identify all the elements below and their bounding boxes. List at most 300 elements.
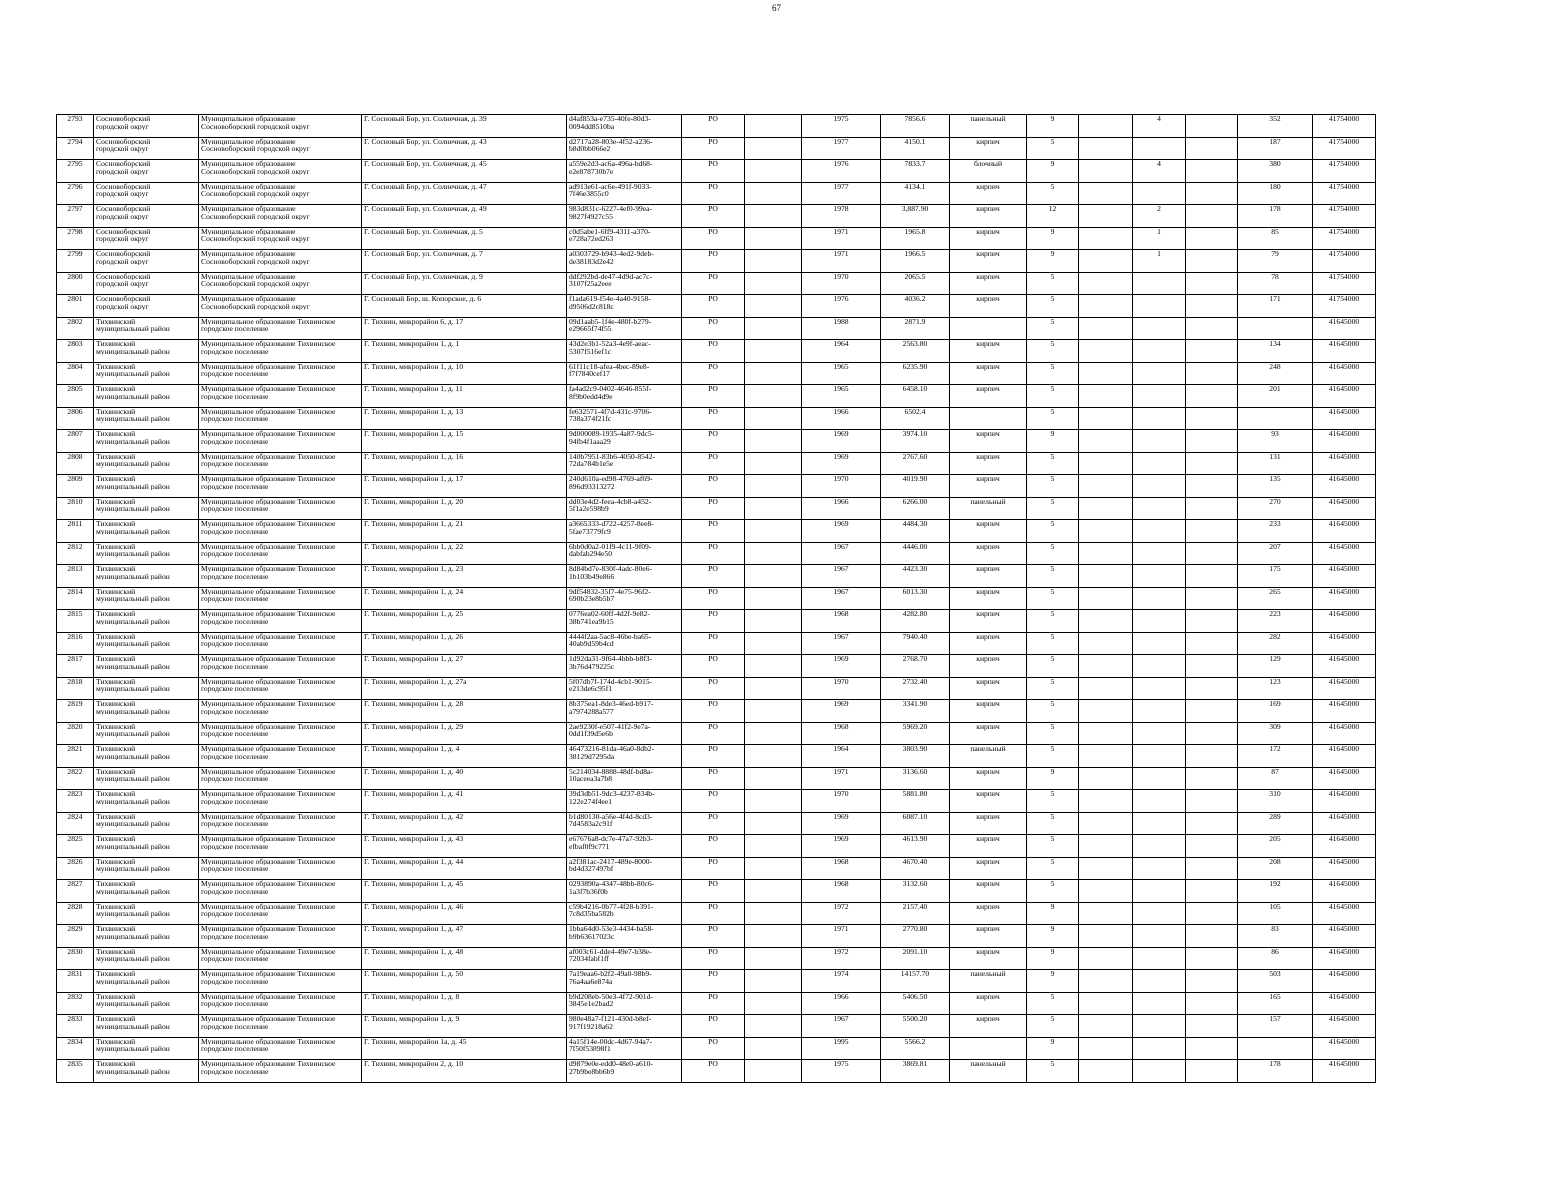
cell-management-type: РО bbox=[682, 250, 745, 273]
cell-district-name bbox=[94, 812, 199, 835]
cell-address: Г. Тихвин, микрорайон 1, д. 41 bbox=[362, 790, 567, 813]
cell-line: Муниципальное образование Тихвинское bbox=[201, 407, 336, 415]
cell-empty-col-b bbox=[1079, 745, 1133, 768]
cell-oktmo-code: 41645000 bbox=[1313, 925, 1376, 948]
cell-address: Г. Тихвин, микрорайон 1, д. 16 bbox=[362, 452, 567, 475]
cell-line: муниципальный район bbox=[96, 932, 170, 940]
cell-line: 140b7951-83b6-4050-8542- bbox=[569, 452, 656, 460]
cell-empty-col-b bbox=[1079, 767, 1133, 790]
cell-oktmo-code: 41645000 bbox=[1313, 317, 1376, 340]
cell-oktmo-code: 41645000 bbox=[1313, 362, 1376, 385]
cell-total-area: 2732.40 bbox=[881, 677, 950, 700]
cell-line: 40ab9d59b4cd bbox=[569, 640, 614, 648]
cell-municipality-name bbox=[199, 520, 362, 543]
table-row bbox=[57, 902, 1376, 925]
table-row bbox=[57, 272, 1376, 295]
cell-line: Муниципальное образование Тихвинское bbox=[201, 1015, 336, 1023]
cell-line: Тихвинский bbox=[96, 1015, 136, 1023]
cell-construction-year: 1976 bbox=[802, 160, 881, 183]
cell-total-area: 2871.9 bbox=[881, 317, 950, 340]
cell-floor-count: 5 bbox=[1027, 295, 1079, 318]
cell-empty-col-a bbox=[745, 587, 802, 610]
cell-construction-year: 1971 bbox=[802, 767, 881, 790]
cell-empty-col-b bbox=[1079, 182, 1133, 205]
cell-municipality-name bbox=[199, 565, 362, 588]
cell-empty-col-a bbox=[745, 632, 802, 655]
cell-address: Г. Сосновый Бор, ул. Солнечная, д. 9 bbox=[362, 272, 567, 295]
cell-apartment-count: 310 bbox=[1238, 790, 1313, 813]
cell-address: Г. Тихвин, микрорайон 1, д. 10 bbox=[362, 362, 567, 385]
cell-wall-material: кирпич bbox=[950, 452, 1027, 475]
cell-line: 1b103b49e866 bbox=[569, 572, 615, 580]
cell-house-guid bbox=[567, 587, 682, 610]
cell-line: муниципальный район bbox=[96, 370, 170, 378]
cell-wall-material: панельный bbox=[950, 745, 1027, 768]
cell-construction-year: 1969 bbox=[802, 520, 881, 543]
cell-empty-col-c bbox=[1186, 272, 1238, 295]
cell-line: Муниципальное образование Тихвинское bbox=[201, 542, 336, 550]
cell-apartment-count: 352 bbox=[1238, 115, 1313, 138]
cell-total-area: 2563.80 bbox=[881, 340, 950, 363]
cell-house-guid bbox=[567, 767, 682, 790]
cell-empty-col-b bbox=[1079, 835, 1133, 858]
cell-entrance-count bbox=[1133, 1060, 1186, 1083]
cell-row-number: 2814 bbox=[57, 587, 94, 610]
cell-empty-col-c bbox=[1186, 250, 1238, 273]
cell-line: 46473216-81da-46a0-8db2- bbox=[569, 745, 655, 753]
cell-total-area: 2768.70 bbox=[881, 655, 950, 678]
cell-district-name bbox=[94, 317, 199, 340]
cell-line: af003c61-dde4-49e7-b38e- bbox=[569, 947, 652, 955]
cell-line: Муниципальное образование Тихвинское bbox=[201, 385, 336, 393]
cell-municipality-name bbox=[199, 745, 362, 768]
cell-line: Тихвинский bbox=[96, 610, 136, 618]
cell-line: a3665333-d722-4257-8ee8- bbox=[569, 520, 654, 528]
cell-empty-col-c bbox=[1186, 475, 1238, 498]
cell-municipality-name bbox=[199, 362, 362, 385]
cell-line: f1ada619-f54e-4a40-9158- bbox=[569, 295, 651, 303]
cell-management-type: РО bbox=[682, 385, 745, 408]
cell-house-guid bbox=[567, 812, 682, 835]
cell-wall-material: кирпич bbox=[950, 812, 1027, 835]
cell-row-number: 2807 bbox=[57, 430, 94, 453]
cell-construction-year: 1964 bbox=[802, 340, 881, 363]
table-row bbox=[57, 565, 1376, 588]
cell-empty-col-c bbox=[1186, 632, 1238, 655]
cell-empty-col-c bbox=[1186, 925, 1238, 948]
cell-line: Сосновоборский bbox=[96, 205, 151, 213]
cell-apartment-count: 178 bbox=[1238, 205, 1313, 228]
cell-line: 4a15f14e-00dc-4d67-94a7- bbox=[569, 1037, 653, 1045]
cell-house-guid bbox=[567, 857, 682, 880]
cell-empty-col-b bbox=[1079, 812, 1133, 835]
cell-house-guid bbox=[567, 790, 682, 813]
table-row bbox=[57, 205, 1376, 228]
cell-total-area: 6502.4 bbox=[881, 407, 950, 430]
cell-apartment-count: 165 bbox=[1238, 992, 1313, 1015]
cell-line: городское поселение bbox=[201, 820, 269, 828]
cell-empty-col-c bbox=[1186, 745, 1238, 768]
cell-district-name bbox=[94, 115, 199, 138]
cell-apartment-count: 83 bbox=[1238, 925, 1313, 948]
cell-empty-col-a bbox=[745, 790, 802, 813]
cell-line: 8f9b0edd4d9e bbox=[569, 392, 613, 400]
cell-entrance-count bbox=[1133, 880, 1186, 903]
table-row bbox=[57, 385, 1376, 408]
cell-line: Муниципальное образование Тихвинское bbox=[201, 632, 336, 640]
cell-wall-material: кирпич bbox=[950, 1015, 1027, 1038]
cell-line: городское поселение bbox=[201, 347, 269, 355]
cell-entrance-count bbox=[1133, 362, 1186, 385]
cell-management-type: РО bbox=[682, 880, 745, 903]
cell-management-type: РО bbox=[682, 767, 745, 790]
cell-oktmo-code: 41645000 bbox=[1313, 430, 1376, 453]
cell-empty-col-c bbox=[1186, 722, 1238, 745]
cell-municipality-name bbox=[199, 947, 362, 970]
cell-address: Г. Тихвин, микрорайон 1, д. 20 bbox=[362, 497, 567, 520]
cell-wall-material: панельный bbox=[950, 1060, 1027, 1083]
cell-line: муниципальный район bbox=[96, 1067, 170, 1075]
cell-floor-count: 5 bbox=[1027, 385, 1079, 408]
cell-wall-material: кирпич bbox=[950, 947, 1027, 970]
cell-floor-count: 5 bbox=[1027, 497, 1079, 520]
cell-address: Г. Тихвин, микрорайон 1, д. 43 bbox=[362, 835, 567, 858]
cell-line: городское поселение bbox=[201, 640, 269, 648]
cell-district-name bbox=[94, 385, 199, 408]
cell-row-number: 2818 bbox=[57, 677, 94, 700]
cell-line: Муниципальное образование Тихвинское bbox=[201, 812, 336, 820]
cell-entrance-count bbox=[1133, 835, 1186, 858]
cell-line: городское поселение bbox=[201, 1067, 269, 1075]
cell-line: Сосновоборский bbox=[96, 137, 151, 145]
cell-empty-col-a bbox=[745, 317, 802, 340]
cell-line: Тихвинский bbox=[96, 700, 136, 708]
table-row bbox=[57, 1060, 1376, 1083]
cell-line: ddf292bd-de47-4d9d-ac7c- bbox=[569, 272, 653, 280]
cell-line: 980e48a7-f121-430d-b8ef- bbox=[569, 1015, 652, 1023]
cell-floor-count: 5 bbox=[1027, 790, 1079, 813]
table-row bbox=[57, 970, 1376, 993]
cell-address: Г. Тихвин, микрорайон 1, д. 47 bbox=[362, 925, 567, 948]
cell-line: Тихвинский bbox=[96, 542, 136, 550]
cell-line: 690b23e8b5b7 bbox=[569, 595, 615, 603]
cell-line: городское поселение bbox=[201, 842, 269, 850]
cell-apartment-count: 79 bbox=[1238, 250, 1313, 273]
cell-management-type: РО bbox=[682, 565, 745, 588]
cell-empty-col-c bbox=[1186, 587, 1238, 610]
cell-row-number: 2816 bbox=[57, 632, 94, 655]
cell-house-guid bbox=[567, 182, 682, 205]
cell-empty-col-b bbox=[1079, 722, 1133, 745]
cell-entrance-count bbox=[1133, 812, 1186, 835]
cell-line: 1a3f7b36f0b bbox=[569, 887, 608, 895]
cell-apartment-count: 205 bbox=[1238, 835, 1313, 858]
cell-construction-year: 1968 bbox=[802, 880, 881, 903]
cell-line: Тихвинский bbox=[96, 340, 136, 348]
cell-line: fa4ad2c9-0402-4646-855f- bbox=[569, 385, 652, 393]
cell-district-name bbox=[94, 295, 199, 318]
cell-line: Тихвинский bbox=[96, 992, 136, 1000]
cell-empty-col-a bbox=[745, 947, 802, 970]
cell-municipality-name bbox=[199, 857, 362, 880]
cell-address: Г. Тихвин, микрорайон 6, д. 17 bbox=[362, 317, 567, 340]
cell-total-area: 3803.90 bbox=[881, 745, 950, 768]
cell-management-type: РО bbox=[682, 700, 745, 723]
cell-empty-col-b bbox=[1079, 790, 1133, 813]
cell-line: Тихвинский bbox=[96, 1037, 136, 1045]
cell-line: Тихвинский bbox=[96, 452, 136, 460]
cell-line: Муниципальное образование Тихвинское bbox=[201, 925, 336, 933]
cell-empty-col-c bbox=[1186, 137, 1238, 160]
table-row bbox=[57, 115, 1376, 138]
cell-line: муниципальный район bbox=[96, 617, 170, 625]
cell-row-number: 2826 bbox=[57, 857, 94, 880]
cell-empty-col-a bbox=[745, 520, 802, 543]
cell-line: 1d92da31-9f64-4bbb-b8f3- bbox=[569, 655, 653, 663]
cell-line: c59b4216-0b77-4f28-b391- bbox=[569, 902, 654, 910]
cell-line: Муниципальное образование Тихвинское bbox=[201, 317, 336, 325]
cell-line: Тихвинский bbox=[96, 925, 136, 933]
cell-entrance-count bbox=[1133, 655, 1186, 678]
cell-construction-year: 1965 bbox=[802, 385, 881, 408]
cell-entrance-count bbox=[1133, 295, 1186, 318]
cell-house-guid bbox=[567, 610, 682, 633]
cell-entrance-count bbox=[1133, 902, 1186, 925]
cell-district-name bbox=[94, 880, 199, 903]
cell-management-type: РО bbox=[682, 317, 745, 340]
cell-entrance-count: 4 bbox=[1133, 115, 1186, 138]
cell-floor-count: 5 bbox=[1027, 655, 1079, 678]
cell-house-guid bbox=[567, 295, 682, 318]
cell-municipality-name bbox=[199, 970, 362, 993]
cell-line: Сосновоборский bbox=[96, 250, 151, 258]
cell-empty-col-a bbox=[745, 452, 802, 475]
cell-management-type: РО bbox=[682, 160, 745, 183]
cell-line: Муниципальное образование Тихвинское bbox=[201, 790, 336, 798]
cell-construction-year: 1969 bbox=[802, 700, 881, 723]
cell-row-number: 2820 bbox=[57, 722, 94, 745]
cell-construction-year: 1995 bbox=[802, 1037, 881, 1060]
cell-oktmo-code: 41754000 bbox=[1313, 295, 1376, 318]
cell-line: 738a374f21fc bbox=[569, 415, 612, 423]
cell-empty-col-b bbox=[1079, 632, 1133, 655]
cell-house-guid bbox=[567, 565, 682, 588]
cell-total-area: 6266.00 bbox=[881, 497, 950, 520]
cell-line: d2717a28-803e-4f52-a236- bbox=[569, 137, 653, 145]
cell-district-name bbox=[94, 272, 199, 295]
cell-oktmo-code: 41754000 bbox=[1313, 227, 1376, 250]
cell-total-area: 2091.10 bbox=[881, 947, 950, 970]
cell-empty-col-a bbox=[745, 250, 802, 273]
cell-municipality-name bbox=[199, 925, 362, 948]
cell-empty-col-b bbox=[1079, 160, 1133, 183]
cell-empty-col-c bbox=[1186, 205, 1238, 228]
cell-wall-material: кирпич bbox=[950, 520, 1027, 543]
cell-district-name bbox=[94, 902, 199, 925]
cell-line: d9879e0e-edd0-48e0-a610- bbox=[569, 1060, 653, 1068]
cell-row-number: 2829 bbox=[57, 925, 94, 948]
cell-line: b8d0bb066e2 bbox=[569, 145, 611, 153]
cell-line: городское поселение bbox=[201, 527, 269, 535]
cell-floor-count: 5 bbox=[1027, 317, 1079, 340]
cell-management-type: РО bbox=[682, 295, 745, 318]
cell-house-guid bbox=[567, 745, 682, 768]
cell-floor-count: 5 bbox=[1027, 565, 1079, 588]
cell-total-area: 3974.10 bbox=[881, 430, 950, 453]
cell-line: Муниципальное образование Тихвинское bbox=[201, 655, 336, 663]
cell-line: e728a72ed263 bbox=[569, 235, 614, 243]
cell-oktmo-code: 41645000 bbox=[1313, 587, 1376, 610]
table-row bbox=[57, 430, 1376, 453]
cell-municipality-name bbox=[199, 452, 362, 475]
table-row bbox=[57, 947, 1376, 970]
cell-house-guid bbox=[567, 137, 682, 160]
cell-apartment-count: 223 bbox=[1238, 610, 1313, 633]
cell-wall-material: кирпич bbox=[950, 430, 1027, 453]
cell-wall-material: кирпич bbox=[950, 677, 1027, 700]
cell-wall-material: кирпич bbox=[950, 182, 1027, 205]
cell-empty-col-a bbox=[745, 430, 802, 453]
cell-house-guid bbox=[567, 632, 682, 655]
cell-floor-count: 5 bbox=[1027, 587, 1079, 610]
cell-line: dd03e4d2-feea-4cb8-a452- bbox=[569, 497, 652, 505]
cell-line: городское поселение bbox=[201, 572, 269, 580]
cell-address: Г. Тихвин, микрорайон 1, д. 26 bbox=[362, 632, 567, 655]
cell-district-name bbox=[94, 610, 199, 633]
cell-house-guid bbox=[567, 497, 682, 520]
cell-oktmo-code: 41645000 bbox=[1313, 812, 1376, 835]
cell-floor-count: 5 bbox=[1027, 272, 1079, 295]
cell-line: Тихвинский bbox=[96, 812, 136, 820]
cell-row-number: 2808 bbox=[57, 452, 94, 475]
cell-line: f7f7840cef17 bbox=[569, 370, 610, 378]
cell-empty-col-c bbox=[1186, 317, 1238, 340]
cell-empty-col-a bbox=[745, 205, 802, 228]
cell-line: городское поселение bbox=[201, 1045, 269, 1053]
cell-floor-count: 9 bbox=[1027, 947, 1079, 970]
cell-empty-col-c bbox=[1186, 182, 1238, 205]
cell-entrance-count bbox=[1133, 722, 1186, 745]
cell-wall-material: кирпич bbox=[950, 655, 1027, 678]
cell-empty-col-b bbox=[1079, 497, 1133, 520]
cell-line: 09d1aab5-1f4e-480f-b279- bbox=[569, 317, 652, 325]
cell-line: Сосновоборский bbox=[96, 295, 151, 303]
table-row bbox=[57, 520, 1376, 543]
cell-line: 6bb0d0a2-01f9-4c11-9f09- bbox=[569, 542, 652, 550]
cell-line: городское поселение bbox=[201, 325, 269, 333]
cell-municipality-name bbox=[199, 992, 362, 1015]
cell-total-area: 6013.30 bbox=[881, 587, 950, 610]
cell-oktmo-code: 41645000 bbox=[1313, 452, 1376, 475]
cell-entrance-count bbox=[1133, 452, 1186, 475]
cell-line: a7974288a577 bbox=[569, 707, 614, 715]
cell-row-number: 2834 bbox=[57, 1037, 94, 1060]
cell-line: Муниципальное образование Тихвинское bbox=[201, 340, 336, 348]
cell-oktmo-code: 41645000 bbox=[1313, 542, 1376, 565]
cell-address: Г. Тихвин, микрорайон 1, д. 11 bbox=[362, 385, 567, 408]
cell-entrance-count bbox=[1133, 587, 1186, 610]
cell-district-name bbox=[94, 677, 199, 700]
cell-address: Г. Тихвин, микрорайон 1, д. 22 bbox=[362, 542, 567, 565]
cell-oktmo-code: 41645000 bbox=[1313, 1015, 1376, 1038]
cell-wall-material: кирпич bbox=[950, 722, 1027, 745]
cell-apartment-count: 207 bbox=[1238, 542, 1313, 565]
cell-row-number: 2819 bbox=[57, 700, 94, 723]
cell-line: Муниципальное образование bbox=[201, 272, 296, 280]
cell-construction-year: 1972 bbox=[802, 947, 881, 970]
cell-municipality-name bbox=[199, 160, 362, 183]
cell-total-area: 2157.40 bbox=[881, 902, 950, 925]
cell-house-guid bbox=[567, 250, 682, 273]
cell-line: городской округ bbox=[96, 302, 149, 310]
cell-district-name bbox=[94, 745, 199, 768]
cell-oktmo-code: 41645000 bbox=[1313, 385, 1376, 408]
cell-row-number: 2794 bbox=[57, 137, 94, 160]
cell-floor-count: 5 bbox=[1027, 722, 1079, 745]
cell-line: муниципальный район bbox=[96, 1022, 170, 1030]
cell-line: Муниципальное образование Тихвинское bbox=[201, 1060, 336, 1068]
cell-row-number: 2825 bbox=[57, 835, 94, 858]
cell-entrance-count bbox=[1133, 700, 1186, 723]
cell-line: городское поселение bbox=[201, 482, 269, 490]
cell-construction-year: 1965 bbox=[802, 362, 881, 385]
cell-empty-col-b bbox=[1079, 992, 1133, 1015]
cell-line: городское поселение bbox=[201, 437, 269, 445]
cell-municipality-name bbox=[199, 430, 362, 453]
cell-line: городской округ bbox=[96, 122, 149, 130]
cell-entrance-count bbox=[1133, 677, 1186, 700]
cell-entrance-count bbox=[1133, 475, 1186, 498]
cell-municipality-name bbox=[199, 497, 362, 520]
cell-district-name bbox=[94, 475, 199, 498]
cell-empty-col-c bbox=[1186, 520, 1238, 543]
cell-total-area: 5406.50 bbox=[881, 992, 950, 1015]
cell-empty-col-c bbox=[1186, 452, 1238, 475]
cell-floor-count: 5 bbox=[1027, 610, 1079, 633]
table-row bbox=[57, 1015, 1376, 1038]
table-row bbox=[57, 925, 1376, 948]
cell-line: муниципальный район bbox=[96, 392, 170, 400]
cell-line: Сосновоборский городской округ bbox=[201, 122, 310, 130]
cell-address: Г. Тихвин, микрорайон 2, д. 10 bbox=[362, 1060, 567, 1083]
cell-line: Сосновоборский bbox=[96, 160, 151, 168]
cell-total-area: 5969.20 bbox=[881, 722, 950, 745]
cell-district-name bbox=[94, 362, 199, 385]
cell-empty-col-a bbox=[745, 137, 802, 160]
cell-line: de38183d2e42 bbox=[569, 257, 614, 265]
cell-line: Тихвинский bbox=[96, 385, 136, 393]
cell-construction-year: 1988 bbox=[802, 317, 881, 340]
table-row bbox=[57, 812, 1376, 835]
cell-line: Тихвинский bbox=[96, 767, 136, 775]
cell-district-name bbox=[94, 632, 199, 655]
cell-line: городское поселение bbox=[201, 505, 269, 513]
cell-empty-col-a bbox=[745, 970, 802, 993]
cell-municipality-name bbox=[199, 1037, 362, 1060]
cell-line: Сосновоборский городской округ bbox=[201, 302, 310, 310]
cell-line: 5c214034-8888-48df-bd8a- bbox=[569, 767, 653, 775]
cell-apartment-count: 180 bbox=[1238, 182, 1313, 205]
cell-empty-col-a bbox=[745, 722, 802, 745]
cell-management-type: РО bbox=[682, 340, 745, 363]
cell-empty-col-a bbox=[745, 407, 802, 430]
cell-empty-col-c bbox=[1186, 295, 1238, 318]
cell-construction-year: 1966 bbox=[802, 992, 881, 1015]
cell-line: Муниципальное образование Тихвинское bbox=[201, 452, 336, 460]
cell-address: Г. Сосновый Бор, ул. Солнечная, д. 47 bbox=[362, 182, 567, 205]
cell-empty-col-a bbox=[745, 700, 802, 723]
cell-municipality-name bbox=[199, 542, 362, 565]
